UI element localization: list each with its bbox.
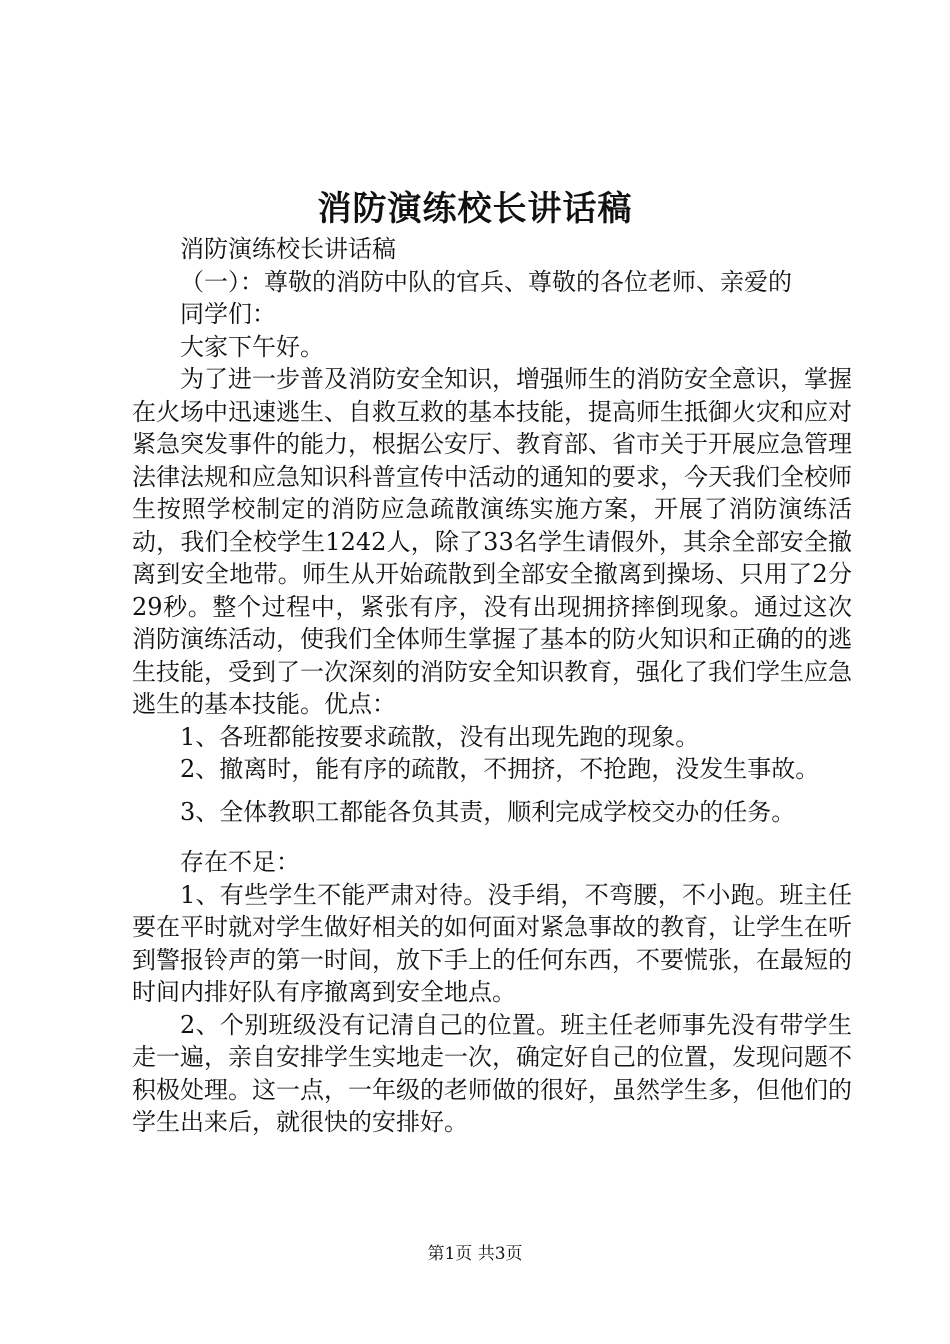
paragraph-shortcoming-1: 1、有些学生不能严肃对待。没手绢，不弯腰，不小跑。班主任要在平时就对学生做好相关的如何面对紧急事故的教育，让学生在听到警报铃声的第一时间，放下手上的任何东西，不要慌张，在最短的时间内排好队有序撤离到安全地点。 xyxy=(132,880,852,1006)
paragraph-salutation-continued: 同学们： xyxy=(180,300,276,328)
paragraph-merit-1: 1、各班都能按要求疏散，没有出现先跑的现象。 xyxy=(180,722,700,751)
document-title: 消防演练校长讲话稿 xyxy=(317,189,633,229)
paragraph-greeting: 大家下午好。 xyxy=(180,332,324,361)
document-body xyxy=(132,233,852,1139)
paragraph-subtitle: 消防演练校长讲话稿 xyxy=(180,235,396,263)
paragraph-merit-2: 2、撤离时，能有序的疏散，不拥挤，不抢跑，没发生事故。 xyxy=(180,755,820,783)
paragraph-shortcomings-heading: 存在不足： xyxy=(180,848,300,876)
paragraph-salutation: （一）：尊敬的消防中队的官兵、尊敬的各位老师、亲爱的 xyxy=(180,267,792,296)
page-indicator: 第1页 共3页 xyxy=(427,1244,523,1264)
paragraph-merit-3: 3、全体教职工都能各负其责，顺利完成学校交办的任务。 xyxy=(180,797,796,826)
paragraph-main-report: 为了进一步普及消防安全知识，增强师生的消防安全意识，掌握在火场中迅速逃生、自救互救的基本技能，提高师生抵御火灾和应对紧急突发事件的能力，根据公安厅、教育部、省市关于开展应急管理法律法规和应急知识科普宣传中活动的通知的要求，今天我们全校师生按照学校制定的消防应急疏散演练实施方案，开展了消防演练活动，我们全校学生1242人，除了33名学生请假外，其余全部安全撤离到安全地带。师生从开始疏散到全部安全撤离到操场、只用了2分29秒。整个过程中，紧张有序，没有出现拥挤摔倒现象。通过这次消防演练活动，使我们全体师生掌握了基本的防火知识和正确的的逃生技能，受到了一次深刻的消防安全知识教育，强化了我们学生应急逃生的基本技能。优点： xyxy=(132,365,852,718)
paragraph-shortcoming-2: 2、个别班级没有记清自己的位置。班主任老师事先没有带学生走一遍，亲自安排学生实地走一次，确定好自己的位置，发现问题不积极处理。这一点，一年级的老师做的很好，虽然学生多，但他们的学生出来后，就很快的安排好。 xyxy=(132,1010,852,1136)
